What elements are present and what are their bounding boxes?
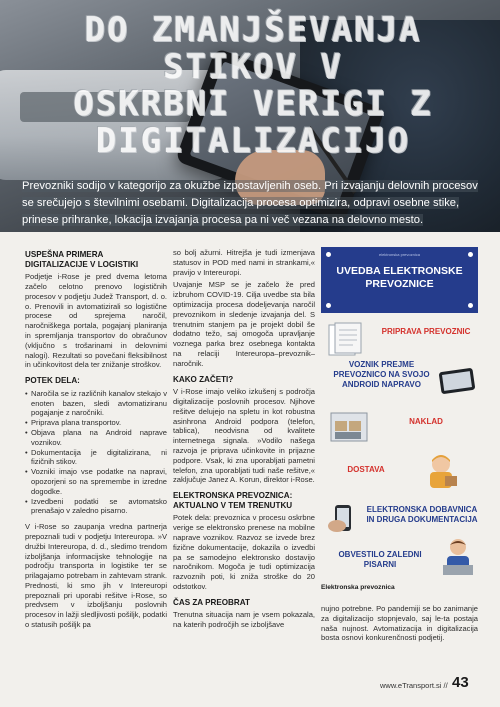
list-item: • Objava plana na Android naprave voznikov. <box>25 428 167 448</box>
corner-dot <box>326 252 331 257</box>
paragraph: Trenutna situacija nam je vsem pokazala, na katerih področjih se izboljšave <box>173 610 315 630</box>
delivery-person-icon <box>421 450 461 490</box>
list-item: • Naročila se iz različnih kanalov stekajo v enoten bazen, sledi avtomatiziranu pogajanje z naročniki. <box>25 389 167 418</box>
paragraph: Potek dela: prevoznica v procesu oskrbne verige se elektronsko prenese na mobilne naprave voznikov. Razvoz se izvede brez fizične dokumentacije, dokazila o izvedbi pa se samodejno elektronsko dostavijo naročnikom. Mogoča je tudi optimizacija razvoznih poti, ki zniža stroške do 20 odstotkov. <box>173 513 315 591</box>
corner-dot <box>468 303 473 308</box>
section-heading: ELEKTRONSKA PREVOZNICA: AKTUALNO V TEM TRENUTKU <box>173 491 293 510</box>
papers-stack-icon <box>323 321 369 357</box>
hero-photo <box>0 0 500 232</box>
list-item: • Priprava plana transportov. <box>25 418 167 428</box>
list-item: • Izvedbeni podatki se avtomatsko prenašajo v zaledno pisarno. <box>25 497 167 517</box>
step-label: NAKLAD <box>409 417 443 426</box>
paragraph: so bolj ažurni. Hitrejša je tudi izmenjava statusov in POD med nami in strankami,« pravijo v Intereuropi. <box>173 248 315 277</box>
article-lead: Prevozniki sodijo v kategorijo za okužbe izpostavljenih oseb. Pri izvajanju delovnih procesov se srečujejo s številnimi osebami. Digitalizacija procesa optimizira, odpravi osebne stike, prinese prihranke, lokacija izvajanja procesa pa ni več vezana na delovno mesto. <box>22 180 478 226</box>
step-label: DOSTAVA <box>347 465 385 474</box>
infographic-caption: Elektronska prevoznica <box>321 584 395 591</box>
page-number: 43 <box>452 674 469 691</box>
step-label: OBVESTILO ZALEDNI PISARNI <box>338 550 422 569</box>
infographic <box>321 247 478 595</box>
list-item: • Vozniki imajo vse podatke na napravi, opozorjeni so na spremembe in izredne dogodke. <box>25 467 167 496</box>
step-label: ELEKTRONSKA DOBAVNICA IN DRUGA DOKUMENTACIJA <box>366 505 478 524</box>
infographic-header <box>321 247 478 313</box>
loading-dock-icon <box>329 407 369 443</box>
section-heading: KAKO ZAČETI? <box>173 374 234 384</box>
footer-site-link[interactable]: www.eTransport.si // <box>380 681 448 690</box>
column-3-paragraph: nujno potrebne. Po pandemiji se bo zanimanje za digitalizacijo stopnjevalo, saj le-ta postaja naša nujnost. Avtomatizacija in digitalizacija bosta osnovi konkurenčnosti podjetij. <box>321 604 478 643</box>
infographic-title: UVEDBA ELEKTRONSKE PREVOZNICE <box>336 265 463 290</box>
paragraph: Uvajanje MSP se je začelo že pred izbruhom COVID-19. Cilja uvedbe sta bila optimizacija procesa dodeljevanja naročil prevoznikom in sledenje izvajanja del. S trenutnim stanjem pa je projekt dobil še dodatno težo, saj omogoča upravljanje voznega parka brez osebnega kontakta na relaciji Intereuropa–prevoznik–naročnik. <box>173 280 315 368</box>
tablet-icon <box>439 367 477 395</box>
corner-dot <box>326 303 331 308</box>
section-heading: POTEK DELA: <box>25 376 80 386</box>
article-title: DO ZMANJŠEVANJA STIKOV V OSKRBNI VERIGI Z DIGITALIZACIJO <box>73 10 433 161</box>
list-item: • Dokumentacija je digitalizirana, ni fizičnih stikov. <box>25 448 167 468</box>
step-label: VOZNIK PREJME PREVOZNICO NA SVOJO ANDROID NAPRAVO <box>333 360 430 389</box>
paragraph: V i-Rose imajo veliko izkušenj s področja digitalizacije poslovnih procesov. Njihove rešitve delujejo na spletu in kot robustna asinhrona Android podpora (telefon, tablica), neodvisna od kvalitete internetnega signala. »Vodilo našega razvoja je priprava učinkovite in prijazne podpore. Vsak, ki zna uporabljati pametni telefon, zna uporabljati tudi naše rešitve,« zaključuje Janez A. Korun, direktor i-Rose. <box>173 387 315 485</box>
infographic-small-header: elektronska prevoznica <box>379 252 420 257</box>
column-1 <box>25 250 167 633</box>
section-heading: USPEŠNA PRIMERA DIGITALIZACIJE V LOGISTIKI <box>25 250 139 269</box>
corner-dot <box>468 252 473 257</box>
step-label: PRIPRAVA PREVOZNIC <box>381 327 471 336</box>
column-2 <box>173 248 315 633</box>
workflow-list <box>25 389 167 516</box>
section-heading: ČAS ZA PREOBRAT <box>173 597 250 607</box>
paragraph: V i-Rose so zaupanja vredna partnerja prepoznali tudi v podjetju Intereuropa. »V družbi Intereuropa, d. d., sledimo trendom izboljšanja informacijske tehnologije na področju transporta in logistike ter se prilagajamo potrebam in zahtevam strank. Prednosti, ki smo jih v Intereuropi prepoznali pri uporabi rešitve i-Rose, so predvsem v izboljšanju poslovnih procesov in lažji sledljivosti pošiljk, podatki o statusih pošiljk pa <box>25 522 167 630</box>
phone-in-hand-icon <box>325 502 361 534</box>
office-worker-icon <box>439 537 477 577</box>
paragraph: Podjetje i-Rose je pred dvema letoma začelo celotno prenovo logističnih procesov v podjetju Judež Transport, d. o. o. Prenovili in avtomatizirali so logistične procese od sprejema naročil, naročniškega portala, pogajanj planiranja in spremljanja transportov do obračunov (vključno s trošarinami in delovnimi nalogi). Rezultati so povečani fleksibilnost in učinkovitost dela ter znižanje stroškov. <box>25 272 167 370</box>
